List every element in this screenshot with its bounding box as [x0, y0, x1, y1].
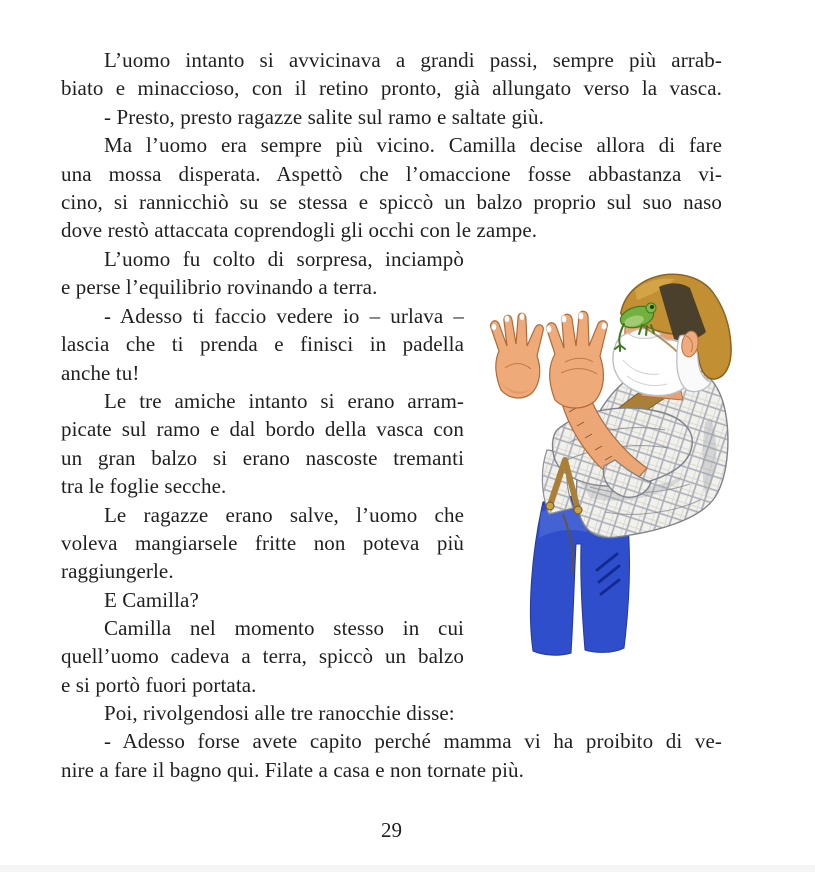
bottom-text-block — [61, 699, 722, 784]
text-line: Ma l’uomo era sempre più vicino. Camilla decise allora di fare — [104, 133, 722, 158]
top-text-block — [61, 46, 722, 245]
text-line: picate sul ramo e dal bordo della vasca con — [61, 417, 464, 442]
text-line: Le tre amiche intanto si erano arram- — [104, 388, 464, 413]
text-line: nire a fare il bagno qui. Filate a casa e non tornate più. — [61, 757, 524, 782]
text-line: quell’uomo cadeva a terra, spiccò un balzo — [61, 644, 464, 669]
text-line: Poi, rivolgendosi alle tre ranocchie disse: — [104, 701, 455, 725]
left-hand — [491, 313, 544, 398]
text-line: - Adesso forse avete capito perché mamma vi ha proibito di ve- — [104, 729, 722, 754]
text-line: anche tu! — [61, 360, 140, 385]
text-line: e perse l’equilibrio rovinando a terra. — [61, 275, 378, 300]
text-line: e si portò fuori portata. — [61, 672, 257, 697]
text-line: voleva mangiarsele fritte non poteva più — [61, 530, 464, 555]
right-hand — [546, 311, 607, 408]
text-line: un gran balzo si erano nascoste tremanti — [61, 445, 464, 470]
text-line: - Presto, presto ragazze salite sul ramo e saltate giù. — [104, 104, 544, 129]
text-line: Le ragazze erano salve, l’uomo che — [104, 502, 464, 527]
text-line: L’uomo fu colto di sorpresa, inciampò — [104, 247, 464, 271]
frog-eye — [650, 305, 654, 309]
page-number: 29 — [381, 818, 402, 842]
text-line: una mossa disperata. Aspettò che l’omaccione fosse abbastanza vi- — [61, 161, 722, 186]
text-line: L’uomo intanto si avvicinava a grandi passi, sempre più arrab- — [104, 48, 722, 72]
illustration-man-with-frog-on-nose — [485, 272, 765, 660]
narrow-text-column — [61, 245, 464, 699]
illustration-svg — [485, 272, 765, 660]
text-line: biato e minaccioso, con il retino pronto, già allungato verso la vasca. — [61, 76, 722, 101]
text-line: Camilla nel momento stesso in cui — [104, 616, 464, 641]
text-line: lascia che ti prenda e finisci in padella — [61, 332, 464, 357]
text-line: dove restò attaccata coprendogli gli occhi con le zampe. — [61, 218, 538, 243]
text-line: cino, si rannicchiò su se stessa e spiccò un balzo proprio sul suo naso — [61, 189, 722, 214]
text-line: tra le foglie secche. — [61, 474, 227, 499]
bottom-strip — [0, 865, 815, 872]
text-line: raggiungerle. — [61, 559, 174, 584]
text-line: - Adesso ti faccio vedere io – urlava – — [104, 303, 464, 328]
text-line: E Camilla? — [104, 587, 199, 612]
